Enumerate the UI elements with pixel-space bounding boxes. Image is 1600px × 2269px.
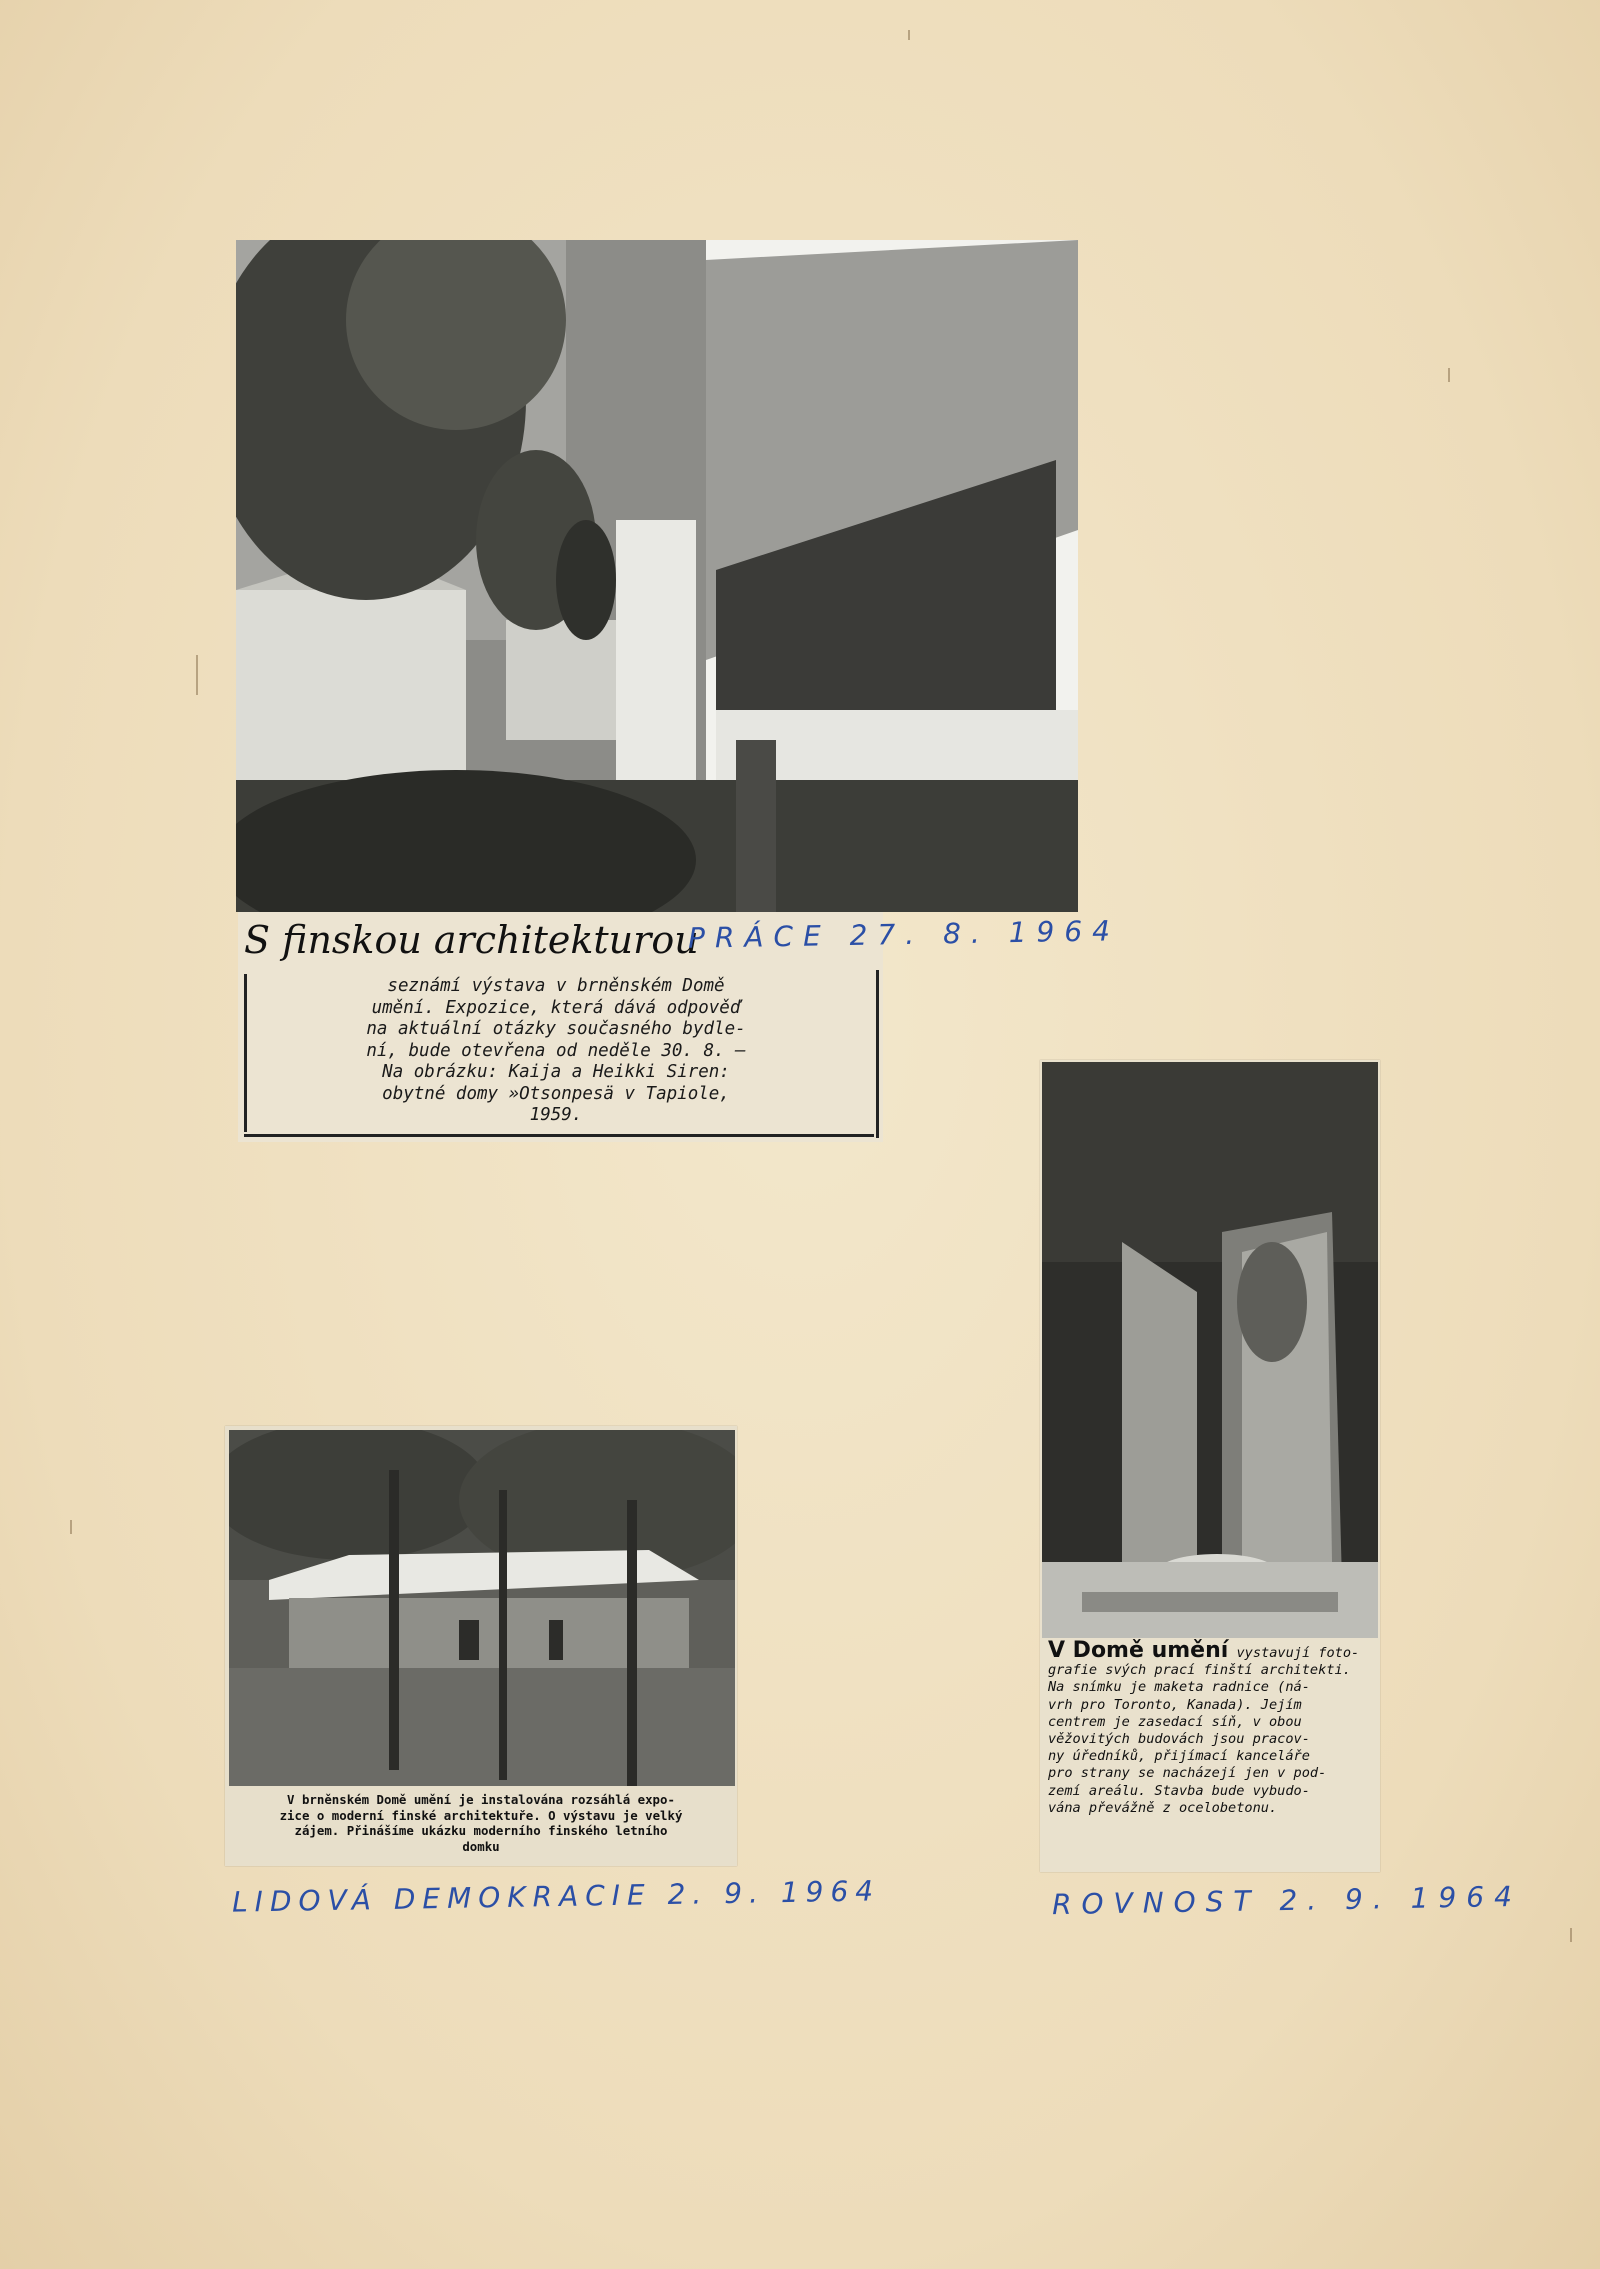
houses-photo-image (236, 240, 1078, 912)
paper-fleck (908, 30, 910, 40)
clipping-lidova-demokracie (225, 1426, 737, 1866)
caption-rule-bottom (244, 1134, 874, 1137)
clipping-photo (236, 240, 1078, 912)
paper-fleck (1448, 368, 1450, 382)
paper-fleck (196, 655, 198, 695)
handwritten-source-date: ROVNOST 2. 9. 1964 (1051, 1879, 1523, 1922)
caption-rule-right (876, 970, 879, 1138)
caption-text: seznámí výstava v brněnském Domě umění. Expozice, která dává odpověď na aktuální otázky současného bydle- ní, bude otevřena od neděle 30. 8. — Na obrázku: Kaija a Heikki Siren: obytné domy »Otsonpesä v Tapiole, 1959. (366, 976, 746, 1125)
caption-text: V Domě umění vystavují foto- grafie svých prací finští architekti. Na snímku je maketa radnice (ná- vrh pro Toronto, Kanada). Jejím centrem je zasedací síň, v obou věžovitých budovách jsou pracov- ny úředníků, přijímací kanceláře pro strany se nacházejí jen v pod- zemí areálu. Stavba bude vybudo- vána převážně z ocelobetonu. (1048, 1638, 1360, 1816)
city-hall-model-photo-image (1042, 1062, 1378, 1638)
clipping-rovnost (1040, 1060, 1380, 1872)
handwritten-source-date: PRÁCE 27. 8. 1964 (687, 914, 1121, 955)
headline: S finskou architekturou (244, 918, 699, 962)
caption-rule-left (244, 974, 247, 1132)
clipping-photo (1042, 1062, 1378, 1638)
paper-fleck (1570, 1928, 1572, 1942)
paper-fleck (70, 1520, 72, 1534)
caption-lead: V Domě umění (1048, 1638, 1229, 1663)
handwritten-source-date: LIDOVÁ DEMOKRACIE 2. 9. 1964 (231, 1874, 881, 1919)
caption-text: V brněnském Domě umění je instalována rozsáhlá expo- zice o moderní finské architektuře. O výstavu je velký zájem. Přinášíme ukázku moderního finského letního domku (279, 1792, 683, 1854)
clipping-photo (229, 1430, 735, 1786)
clipping-prace (228, 232, 1078, 1152)
summer-house-photo-image (229, 1430, 735, 1786)
